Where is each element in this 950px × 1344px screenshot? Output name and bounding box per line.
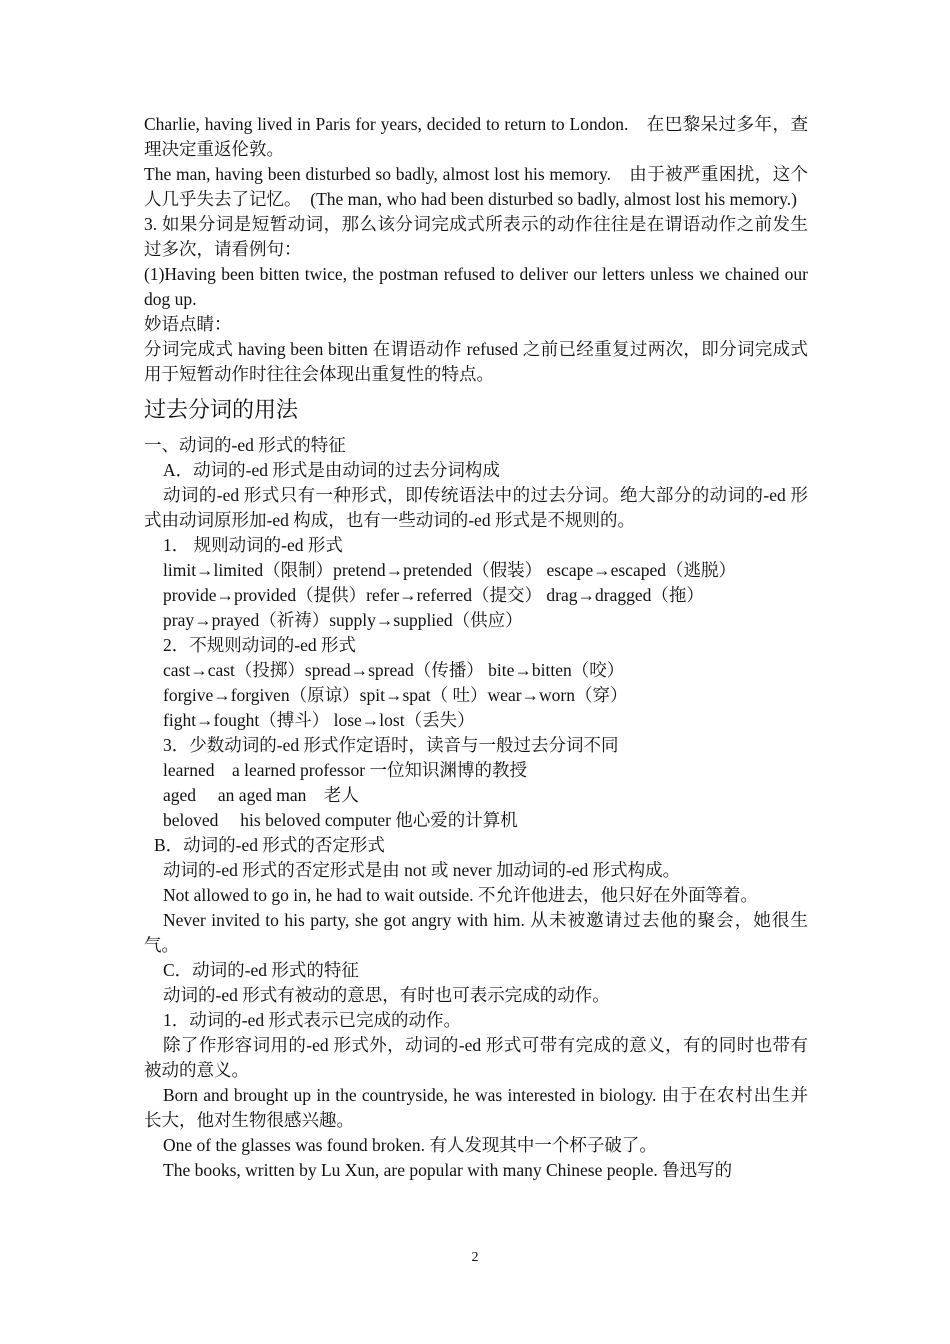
example-sentence: (1)Having been bitten twice, the postman refused to deliver our letters unless we chained our dog up.: [144, 264, 808, 309]
paragraph: 分词完成式 having been bitten 在谓语动作 refused 之前已经重复过两次，即分词完成式用于短暂动作时往往会体现出重复性的特点。: [144, 339, 808, 384]
paragraph: The man, having been disturbed so badly, almost lost his memory. 由于被严重困扰，这个人几乎失去了记忆。 (The man, who had been disturbed so badly, almost lost his memory.): [144, 164, 808, 209]
paragraph: 动词的-ed 形式有被动的意思，有时也可表示完成的动作。: [163, 985, 610, 1005]
example-sentence: One of the glasses was found broken. 有人发现其中一个杯子破了。: [163, 1135, 657, 1155]
verb-list-row: pray→prayed（祈祷）supply→supplied（供应）: [163, 610, 523, 630]
verb-list-row: provide→provided（提供）refer→referred（提交） drag→dragged（拖）: [163, 585, 704, 605]
word-example-row: beloved his beloved computer 他心爱的计算机: [163, 810, 518, 830]
special-pronunciation-title: 3．少数动词的-ed 形式作定语时，读音与一般过去分词不同: [163, 735, 619, 755]
subsection-b-title: B．动词的-ed 形式的否定形式: [154, 835, 385, 855]
document-page: [144, 112, 808, 1183]
note-label: 妙语点睛：: [144, 314, 232, 334]
irregular-verbs-title: 2．不规则动词的-ed 形式: [163, 635, 356, 655]
example-sentence: Not allowed to go in, he had to wait outside. 不允许他进去，他只好在外面等着。: [163, 885, 758, 905]
example-sentence: Born and brought up in the countryside, he was interested in biology. 由于在农村出生并长大，他对生物很感兴趣。: [144, 1085, 808, 1130]
paragraph: 动词的-ed 形式只有一种形式，即传统语法中的过去分词。绝大部分的动词的-ed 形式由动词原形加-ed 构成，也有一些动词的-ed 形式是不规则的。: [144, 485, 808, 530]
subsection-a-title: A．动词的-ed 形式是由动词的过去分词构成: [163, 460, 500, 480]
word-example-row: aged an aged man 老人: [163, 785, 359, 805]
example-sentence: Never invited to his party, she got angry with him. 从未被邀请过去他的聚会，她很生气。: [144, 910, 808, 955]
paragraph: 动词的-ed 形式的否定形式是由 not 或 never 加动词的-ed 形式构成。: [163, 860, 681, 880]
point-title: 1．动词的-ed 形式表示已完成的动作。: [163, 1010, 461, 1030]
word-example-row: learned a learned professor 一位知识渊博的教授: [163, 760, 527, 780]
subsection-title: 一、动词的-ed 形式的特征: [144, 435, 346, 455]
paragraph: 3. 如果分词是短暂动词，那么该分词完成式所表示的动作往往是在谓语动作之前发生过多次，请看例句：: [144, 214, 808, 259]
verb-list-row: fight→fought（搏斗） lose→lost（丢失）: [163, 710, 475, 730]
paragraph: 除了作形容词用的-ed 形式外，动词的-ed 形式可带有完成的意义，有的同时也带有被动的意义。: [144, 1035, 808, 1080]
subsection-c-title: C．动词的-ed 形式的特征: [163, 960, 359, 980]
verb-list-row: forgive→forgiven（原谅）spit→spat（ 吐）wear→worn（穿）: [163, 685, 628, 705]
example-sentence: The books, written by Lu Xun, are popular with many Chinese people. 鲁迅写的: [163, 1160, 733, 1180]
regular-verbs-title: 1． 规则动词的-ed 形式: [163, 535, 343, 555]
section-title: 过去分词的用法: [144, 397, 299, 422]
verb-list-row: limit→limited（限制）pretend→pretended（假装） escape→escaped（逃脱）: [163, 560, 736, 580]
paragraph: Charlie, having lived in Paris for years, decided to return to London. 在巴黎呆过多年，查理决定重返伦敦。: [144, 114, 808, 159]
page-number: 2: [471, 1250, 479, 1265]
verb-list-row: cast→cast（投掷）spread→spread（传播） bite→bitten（咬）: [163, 660, 625, 680]
